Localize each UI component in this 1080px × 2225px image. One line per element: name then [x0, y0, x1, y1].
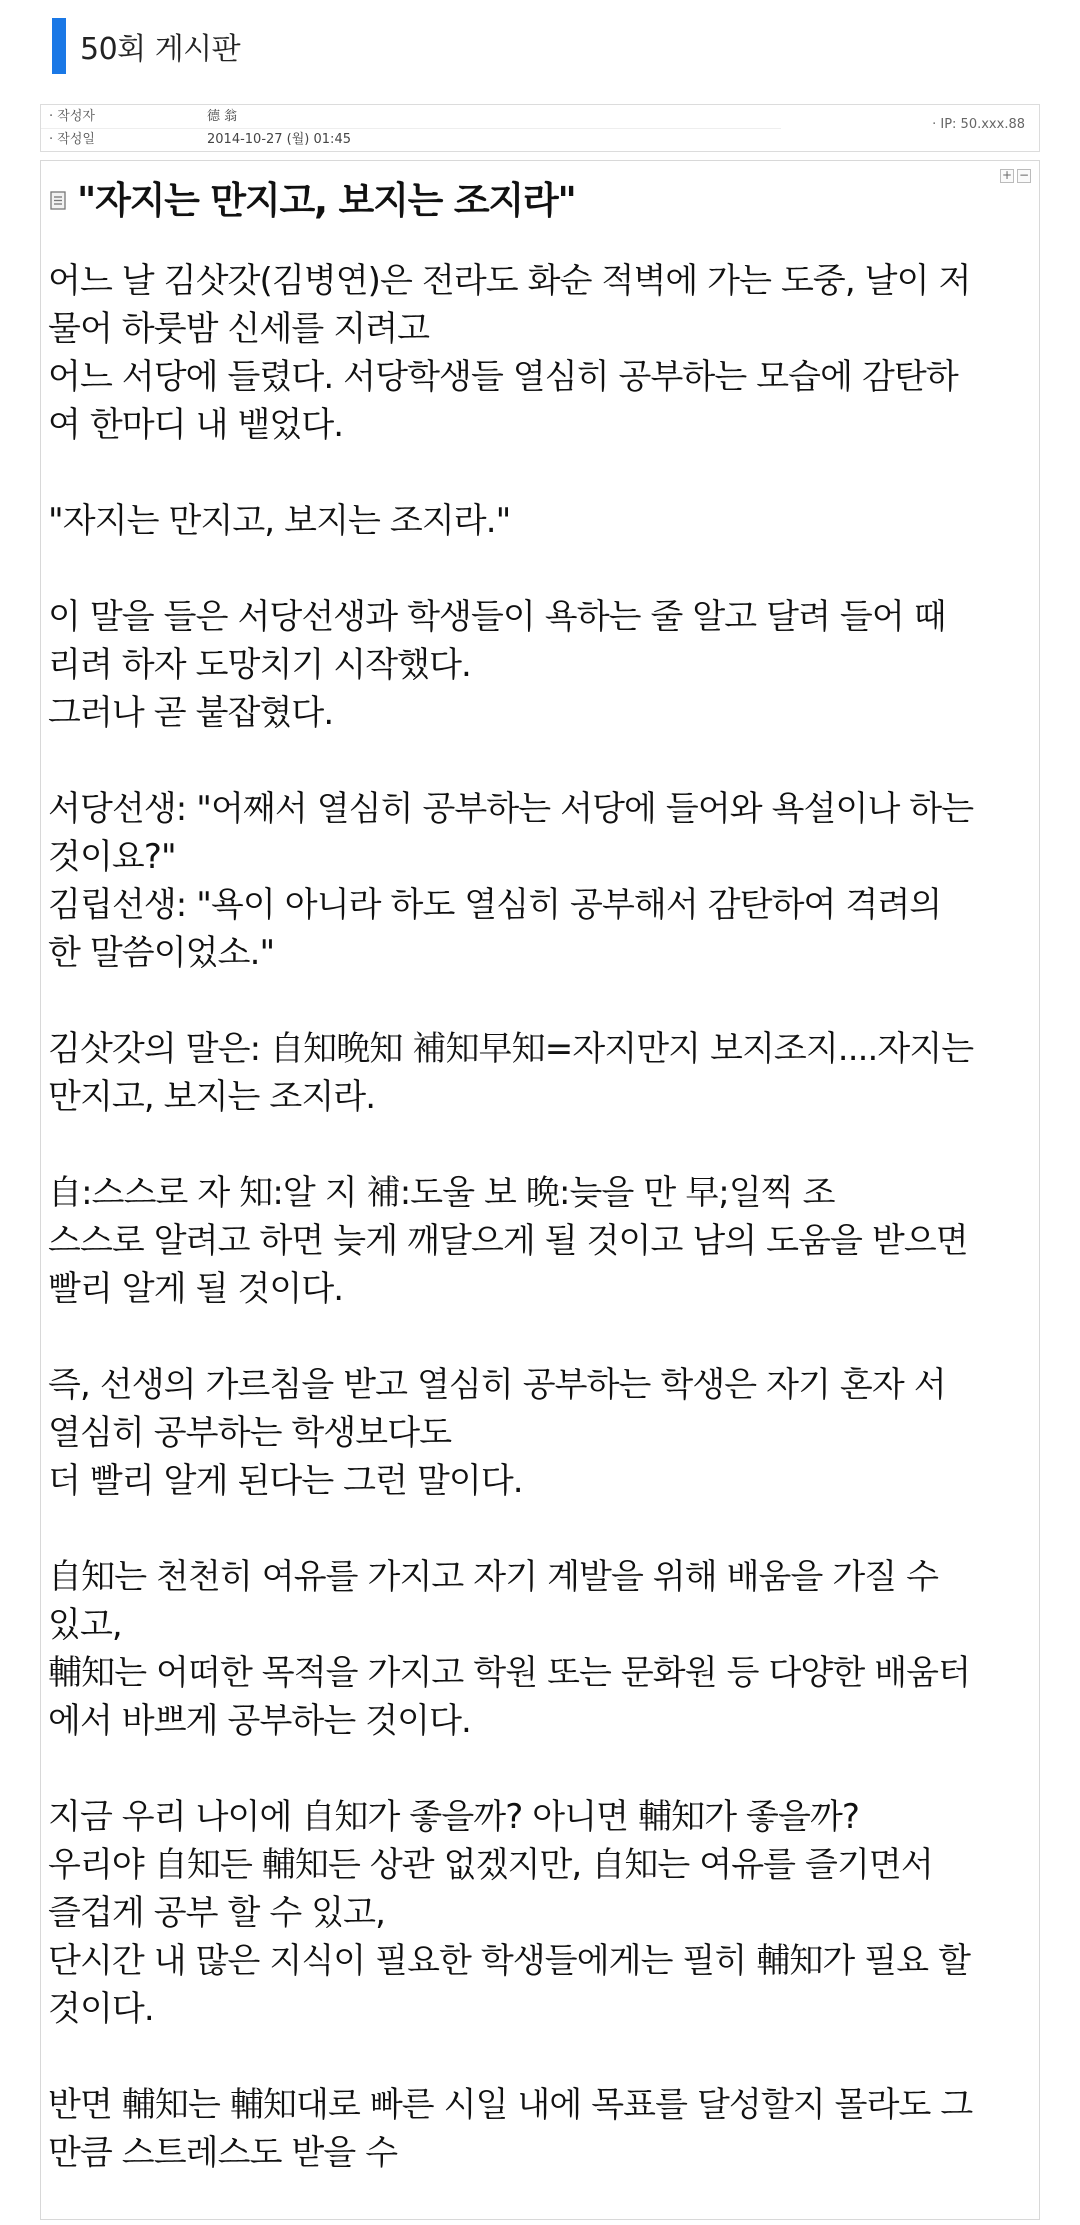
- date-label: · 작성일: [49, 132, 95, 147]
- body-line: 빨리 알게 될 것이다.: [48, 1269, 344, 1309]
- body-line: 것이요?": [48, 837, 176, 877]
- body-line: 김립선생: "욕이 아니라 하도 열심히 공부해서 감탄하여 격려의: [48, 885, 942, 925]
- post-content-box: [40, 160, 1040, 2220]
- body-line: 스스로 알려고 하면 늦게 깨달으게 될 것이고 남의 도움을 받으면: [48, 1221, 968, 1261]
- body-line: 리려 하자 도망치기 시작했다.: [48, 645, 471, 685]
- body-paragraph: [48, 497, 1038, 545]
- post-title-row: [49, 167, 576, 227]
- body-paragraph: [48, 785, 1038, 977]
- body-line: 김삿갓의 말은: 自知晩知 補知早知=자지만지 보지조지....자지는: [48, 1029, 974, 1069]
- body-line: 열심히 공부하는 학생보다도: [48, 1413, 452, 1453]
- author-label: · 작성자: [49, 109, 95, 124]
- author-row: [41, 106, 781, 129]
- body-line: 반면 輔知는 輔知대로 빠른 시일 내에 목표를 달성할지 몰라도 그: [48, 2085, 973, 2125]
- ip-address: · IP: 50.xxx.88: [932, 117, 1025, 132]
- body-paragraph: [48, 257, 1038, 449]
- body-line: 것이다.: [48, 1989, 154, 2029]
- body-line: 이 말을 들은 서당선생과 학생들이 욕하는 줄 알고 달려 들어 때: [48, 597, 946, 637]
- body-paragraph: [48, 2081, 1038, 2177]
- body-line: 어느 날 김삿갓(김병연)은 전라도 화순 적벽에 가는 도중, 날이 저: [48, 261, 971, 301]
- body-line: 自知는 천천히 여유를 가지고 자기 계발을 위해 배움을 가질 수: [48, 1557, 939, 1597]
- board-header: [52, 18, 240, 74]
- body-line: 한 말씀이었소.": [48, 933, 275, 973]
- date-value: 2014-10-27 (월) 01:45: [207, 132, 351, 147]
- post-title: "자지는 만지고, 보지는 조지라": [77, 179, 576, 222]
- body-line: 여 한마디 내 뱉었다.: [48, 405, 344, 445]
- post-body: [48, 257, 1038, 2225]
- body-line: "자지는 만지고, 보지는 조지라.": [48, 501, 511, 541]
- body-line: 단시간 내 많은 지식이 필요한 학생들에게는 필히 輔知가 필요 할: [48, 1941, 971, 1981]
- body-line: 만지고, 보지는 조지라.: [48, 1077, 376, 1117]
- body-line: 지금 우리 나이에 自知가 좋을까? 아니면 輔知가 좋을까?: [48, 1797, 860, 1837]
- board-accent-bar: [52, 18, 66, 74]
- body-line: 에서 바쁘게 공부하는 것이다.: [48, 1701, 471, 1741]
- body-paragraph: [48, 1025, 1038, 1121]
- body-line: 우리야 自知든 輔知든 상관 없겠지만, 自知는 여유를 즐기면서: [48, 1845, 933, 1885]
- body-paragraph: [48, 1169, 1038, 1313]
- body-line: 즐겁게 공부 할 수 있고,: [48, 1893, 386, 1933]
- body-line: 어느 서당에 들렸다. 서당학생들 열심히 공부하는 모습에 감탄하: [48, 357, 958, 397]
- font-size-controls: [1000, 169, 1031, 183]
- body-line: 서당선생: "어째서 열심히 공부하는 서당에 들어와 욕설이나 하는: [48, 789, 974, 829]
- post-meta-box: [40, 104, 1040, 152]
- body-line: 물어 하룻밤 신세를 지려고: [48, 309, 430, 349]
- body-paragraph: [48, 593, 1038, 737]
- document-icon: [49, 191, 69, 211]
- body-paragraph: [48, 1553, 1038, 1745]
- font-increase-button[interactable]: +: [1001, 168, 1013, 182]
- body-line: 즉, 선생의 가르침을 받고 열심히 공부하는 학생은 자기 혼자 서: [48, 1365, 946, 1405]
- font-decrease-button[interactable]: −: [1018, 168, 1030, 182]
- body-line: 輔知는 어떠한 목적을 가지고 학원 또는 문화원 등 다양한 배움터: [48, 1653, 971, 1693]
- date-row: [41, 129, 781, 151]
- body-paragraph: [48, 1361, 1038, 1505]
- board-title: 50회 게시판: [80, 32, 241, 67]
- body-line: 그러나 곧 붙잡혔다.: [48, 693, 334, 733]
- body-paragraph: [48, 1793, 1038, 2033]
- body-line: 더 빨리 알게 된다는 그런 말이다.: [48, 1461, 523, 1501]
- body-line: 있고,: [48, 1605, 122, 1645]
- body-line: 만큼 스트레스도 받을 수: [48, 2133, 398, 2173]
- body-line: 自:스스로 자 知:알 지 補:도울 보 晩:늦을 만 早;일찍 조: [48, 1173, 835, 1213]
- author-value[interactable]: 德 翁: [207, 109, 238, 124]
